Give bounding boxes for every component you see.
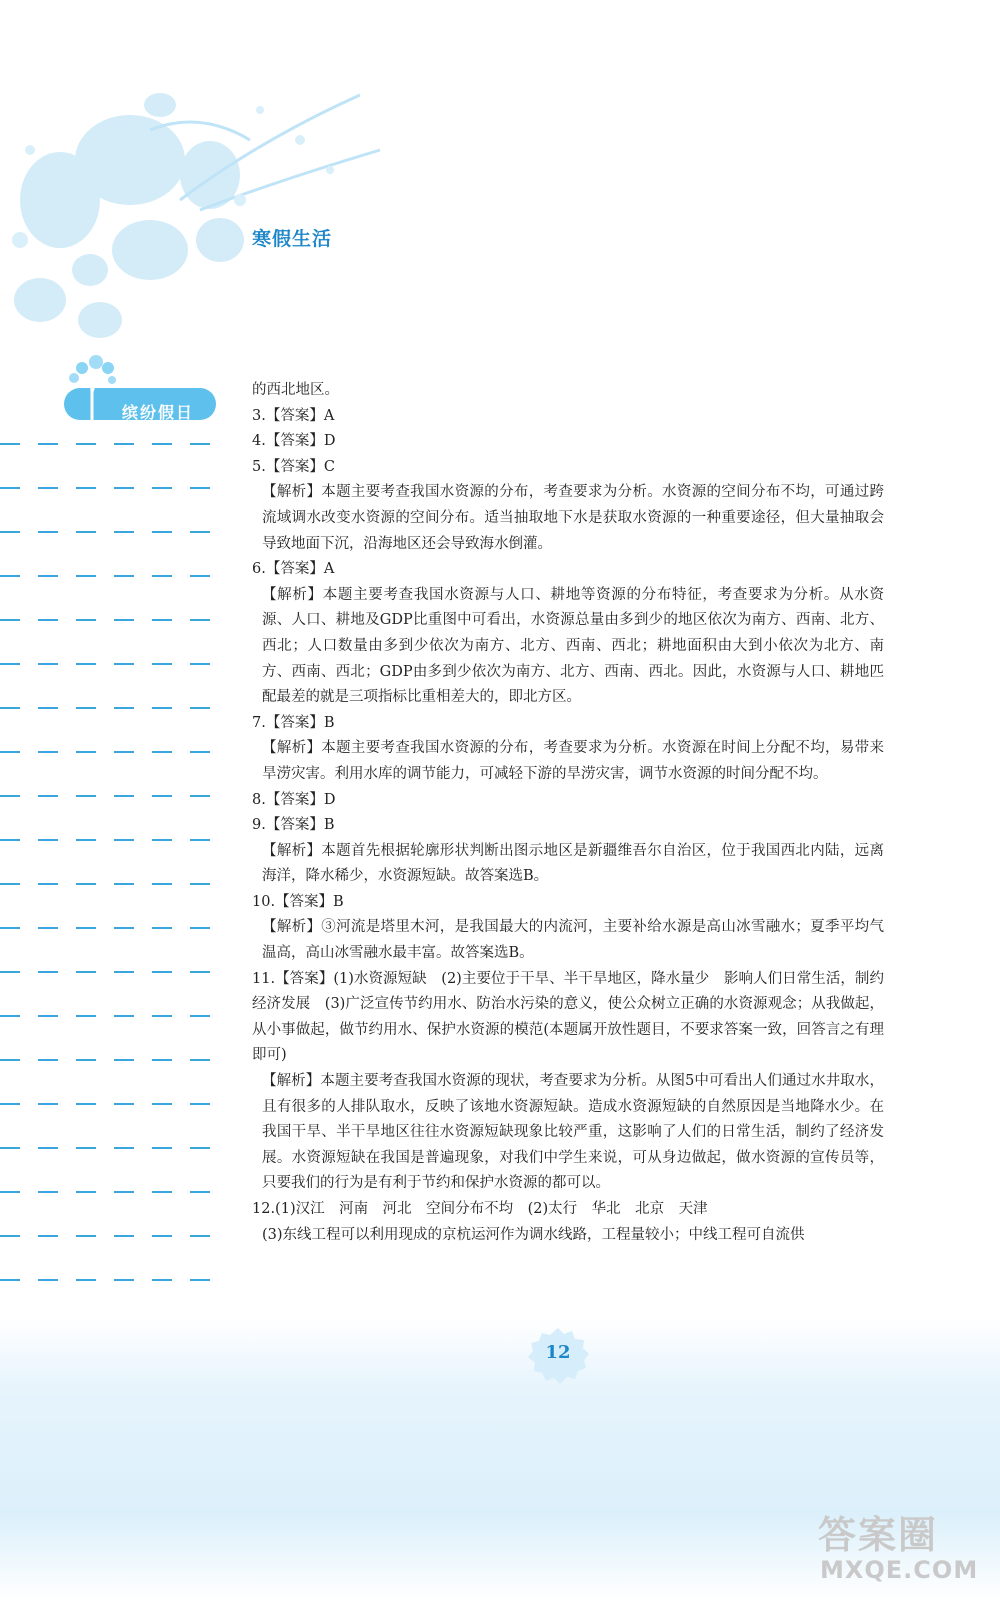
- analysis-7: 【解析】本题主要考查我国水资源的分布，考查要求为分析。水资源在时间上分配不均，易带来旱涝灾害。利用水库的调节能力，可减轻下游的旱涝灾害，调节水资源的时间分配不均。: [262, 740, 884, 782]
- section-label: 缤纷假日: [122, 403, 195, 422]
- analysis-11: 【解析】本题主要考查我国水资源的现状，考查要求为分析。从图5中可看出人们通过水井取水，且有很多的人排队取水，反映了该地水资源短缺。造成水资源短缺的自然原因是当地降水少。在我国干旱、半干旱地区往往水资源短缺现象比较严重，这影响了人们的日常生活，制约了经济发展。水资源短缺在我国是普遍现象，对我们中学生来说，可从身边做起，做水资源的宣传员等，只要我们的行为是有利于节约和保护水资源的都可以。: [262, 1073, 884, 1192]
- page-title: 寒假生活: [252, 228, 333, 250]
- floral-decoration: [0, 0, 1000, 380]
- watermark-url: MXQE.COM: [820, 1556, 979, 1584]
- answer-3: 3.【答案】A: [252, 407, 335, 424]
- page-number: 12: [545, 1342, 571, 1363]
- answer-5: 5.【答案】C: [252, 458, 335, 475]
- answer-12: 12.(1)汉江 河南 河北 空间分布不均 (2)太行 华北 北京 天津: [252, 1201, 708, 1217]
- answer-10: 10.【答案】B: [252, 893, 344, 910]
- text-line: 的西北地区。: [252, 382, 339, 398]
- answer-8: 8.【答案】D: [252, 791, 336, 808]
- answer-11: 11.【答案】(1)水资源短缺 (2)主要位于干旱、半干旱地区，降水量少 影响人们日常生活，制约经济发展 (3)广泛宣传节约用水、防治水污染的意义，使公众树立正确的水资源观念；从我做起，从小事做起，做节约用水、保护水资源的模范(本题属开放性题目，不要求答案一致，回答言之有理即可): [252, 970, 884, 1064]
- answer-4: 4.【答案】D: [252, 433, 336, 450]
- answer-9: 9.【答案】B: [252, 817, 335, 834]
- note-lines: [0, 440, 230, 1320]
- answer-content: [252, 378, 884, 1248]
- answer-12-part3: (3)东线工程可以利用现成的京杭运河作为调水线路，工程量较小；中线工程可自流供: [262, 1226, 805, 1243]
- analysis-6: 【解析】本题主要考查我国水资源与人口、耕地等资源的分布特征，考查要求为分析。从水资源、人口、耕地及GDP比重图中可看出，水资源总量由多到少的地区依次为南方、西南、北方、西北；人口数量由多到少依次为南方、北方、西南、西北；耕地面积由大到小依次为北方、南方、西南、西北；GDP由多到少依次为南方、北方、西南、西北。因此，水资源与人口、耕地匹配最差的就是三项指标比重相差大的，即北方区。: [262, 586, 884, 706]
- analysis-9: 【解析】本题首先根据轮廓形状判断出图示地区是新疆维吾尔自治区，位于我国西北内陆，远离海洋，降水稀少，水资源短缺。故答案选B。: [262, 842, 884, 885]
- answer-6: 6.【答案】A: [252, 561, 335, 578]
- analysis-5: 【解析】本题主要考查我国水资源的分布，考查要求为分析。水资源的空间分布不均，可通过跨流域调水改变水资源的空间分布。适当抽取地下水是获取水资源的一种重要途径，但大量抽取会导致地面下沉，沿海地区还会导致海水倒灌。: [262, 484, 884, 552]
- analysis-10: 【解析】③河流是塔里木河，是我国最大的内流河，主要补给水源是高山冰雪融水；夏季平均气温高，高山冰雪融水最丰富。故答案选B。: [262, 919, 884, 962]
- watermark-logo: 答案圈: [818, 1513, 939, 1557]
- answer-7: 7.【答案】B: [252, 714, 335, 731]
